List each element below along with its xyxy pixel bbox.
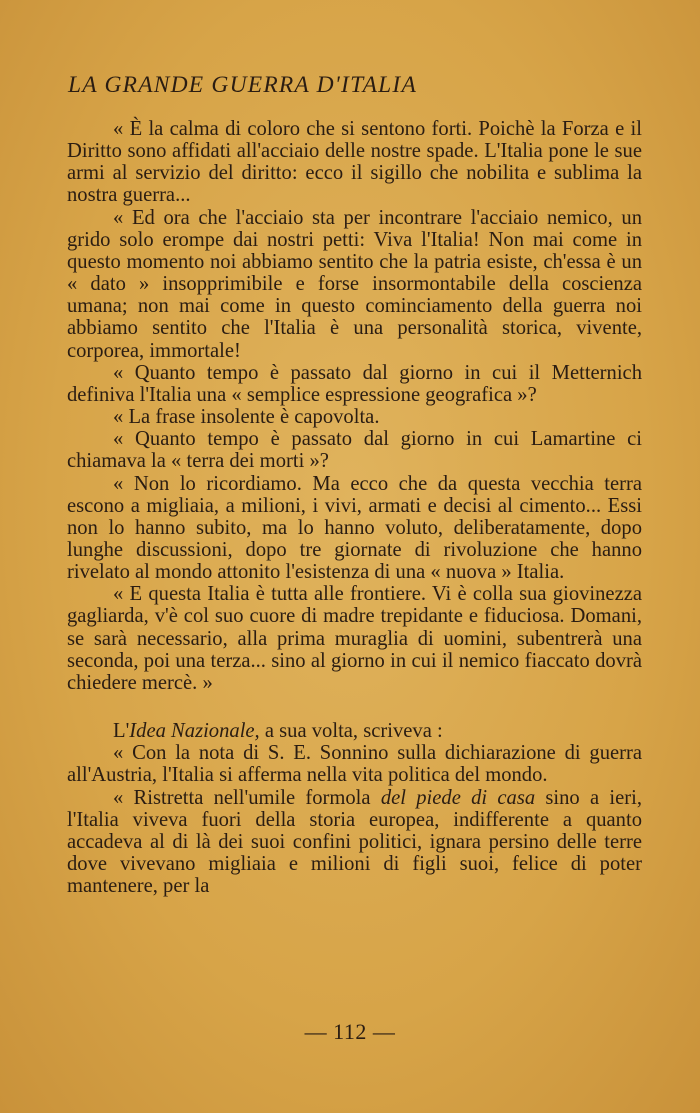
intro-prefix: L' bbox=[113, 720, 130, 743]
page-number bbox=[0, 1019, 700, 1045]
paragraph-5: « Quanto tempo è passato dal giorno in cui Lamartine ci chiamava la « terra dei morti »? bbox=[67, 428, 642, 473]
journal-title: Idea Nazionale, bbox=[129, 720, 260, 743]
paragraph-1: « È la calma di coloro che si sentono forti. Poichè la Forza e il Diritto sono affidati all'acciaio delle nostre spade. L'Italia pone le sue armi al servizio del diritto: ecco il sigillo che nobilita e sublima la nostra guerra... bbox=[67, 118, 642, 207]
folio-number: 112 bbox=[333, 1019, 367, 1044]
running-head: LA GRANDE GUERRA D'ITALIA bbox=[68, 72, 417, 98]
folio-dash-right: — bbox=[372, 1019, 396, 1044]
paragraph-6: « Non lo ricordiamo. Ma ecco che da questa vecchia terra escono a migliaia, a milioni, i vivi, armati e decisi al cimento... Essi non lo hanno subito, ma lo hanno voluto, deliberatamente, dopo lunghe discussioni, dopo tre giornate di rivoluzione che hanno rivelato al mondo attonito l'esistenza di una « nuova » Italia. bbox=[67, 472, 642, 584]
paragraph-4: « La frase insolente è capovolta. bbox=[113, 406, 380, 429]
paragraph-8: « Con la nota di S. E. Sonnino sulla dichiarazione di guerra all'Austria, l'Italia si afferma nella vita politica del mondo. bbox=[67, 742, 642, 787]
paragraph-9 bbox=[67, 787, 642, 898]
paragraph-3: « Quanto tempo è passato dal giorno in cui il Metternich definiva l'Italia una « semplice espressione geografica »? bbox=[67, 361, 642, 406]
paragraph-2: « Ed ora che l'acciaio sta per incontrare l'acciaio nemico, un grido solo erompe dai nostri petti: Viva l'Italia! Non mai come in questo momento noi abbiamo sentito che la patria esiste, ch'essa è un « dato » insopprimibile e forse insormontabile della coscienza umana; non mai come in questo cominciamento della guerra noi abbiamo sentito che l'Italia è una personalità storica, vivente, corporea, immortale! bbox=[67, 206, 642, 362]
intro-rest: a sua volta, scriveva : bbox=[259, 720, 443, 743]
paragraph-9-italic: del piede di casa bbox=[380, 786, 536, 809]
idea-nazionale-intro bbox=[67, 720, 642, 742]
paragraph-9-before: « Ristretta nell'umile formola bbox=[113, 786, 381, 809]
paragraph-7: « E questa Italia è tutta alle frontiere. Vi è colla sua giovinezza gagliarda, v'è col suo cuore di madre trepidante e fiduciosa. Domani, se sarà necessario, alla prima muraglia di uomini, subentrerà una seconda, poi una terza... sino al giorno in cui il nemico fiaccato dovrà chiedere mercè. » bbox=[67, 583, 642, 694]
folio-dash-left: — bbox=[304, 1019, 328, 1044]
section-gap bbox=[67, 694, 642, 720]
paragraph-9-after: sino a ieri, l'Italia viveva fuori della storia europea, indifferente a quanto accadeva al di là dei suoi confini politici, ignara persino delle terre dove vivevano migliaia e milioni di figli suoi, felice di poter mantenere, per la bbox=[67, 786, 642, 898]
body-text bbox=[67, 118, 642, 897]
